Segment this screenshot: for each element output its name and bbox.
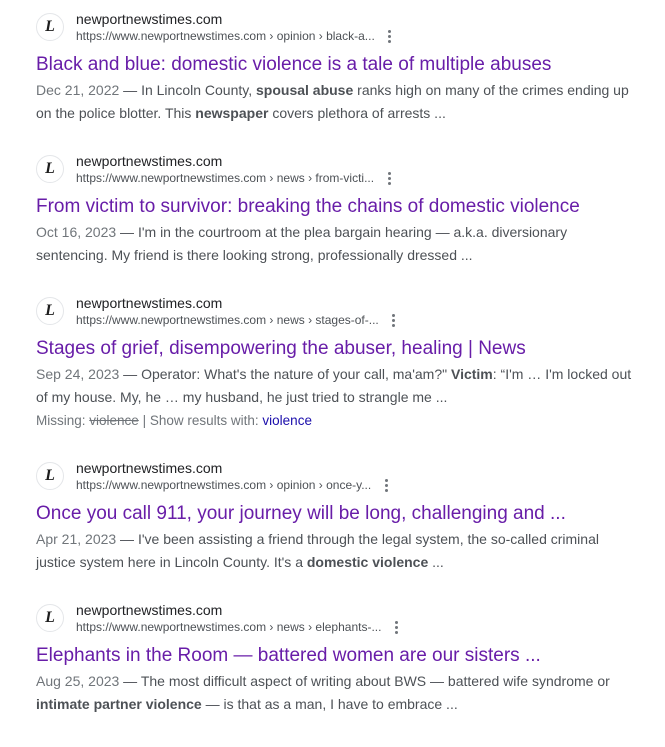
result-site-name: newportnewstimes.com xyxy=(76,153,223,169)
result-options-kebab-icon[interactable] xyxy=(382,171,396,185)
result-url-line xyxy=(76,28,397,44)
result-options-kebab-icon[interactable] xyxy=(389,620,403,634)
result-snippet-highlight: domestic violence xyxy=(306,554,429,570)
result-source-row xyxy=(36,152,635,186)
result-title-link[interactable]: Elephants in the Room — battered women are our sisters ... xyxy=(36,645,541,666)
search-result xyxy=(0,601,665,716)
result-snippet-highlight: spousal abuse xyxy=(256,82,354,98)
show-results-with-label: Show results with: xyxy=(149,413,259,428)
result-snippet-text: — I've been assisting a friend through the legal system, the so-called criminal justice system here in Lincoln County. It's a xyxy=(36,531,599,570)
missing-label: Missing: xyxy=(36,413,86,428)
result-url[interactable]: https://www.newportnewstimes.com › news › from-victi... xyxy=(76,171,375,185)
result-missing-terms xyxy=(36,410,635,432)
result-source-text xyxy=(76,459,393,493)
result-url[interactable]: https://www.newportnewstimes.com › opinion › black-a... xyxy=(76,29,375,43)
result-site-name: newportnewstimes.com xyxy=(76,11,223,27)
result-snippet-text: — Operator: What's the nature of your call, ma'am?" xyxy=(119,366,451,382)
search-result xyxy=(0,294,665,432)
result-snippet-highlight: Victim xyxy=(450,366,493,382)
search-result xyxy=(0,152,665,267)
result-url-line xyxy=(76,170,396,186)
result-snippet-text: — The most difficult aspect of writing about BWS — battered wife syndrome or xyxy=(119,673,610,689)
result-site-name: newportnewstimes.com xyxy=(76,295,223,311)
result-url-line xyxy=(76,312,401,328)
result-source-row xyxy=(36,601,635,635)
result-snippet-date: Sep 24, 2023 xyxy=(36,366,120,382)
newportnewstimes-favicon xyxy=(36,604,64,632)
search-result xyxy=(0,459,665,574)
result-source-row xyxy=(36,10,635,44)
result-snippet xyxy=(36,528,635,574)
result-snippet xyxy=(36,670,635,716)
result-snippet-text: — is that as a man, I have to embrace ... xyxy=(201,696,458,712)
result-source-text xyxy=(76,294,401,328)
result-snippet-date: Apr 21, 2023 xyxy=(36,531,117,547)
favicon-letter: L xyxy=(45,18,55,35)
result-snippet-text: : “I'm … I'm locked out of my house. My, he … my husband, he just tried to strangle me ... xyxy=(36,366,632,405)
result-title-link[interactable]: Once you call 911, your journey will be long, challenging and ... xyxy=(36,503,566,524)
result-url[interactable]: https://www.newportnewstimes.com › opinion › once-y... xyxy=(76,478,372,492)
favicon-letter: L xyxy=(45,160,55,177)
result-source-row xyxy=(36,294,635,328)
newportnewstimes-favicon xyxy=(36,297,64,325)
result-source-row xyxy=(36,459,635,493)
result-source-text xyxy=(76,152,396,186)
result-source-text xyxy=(76,601,403,635)
favicon-letter: L xyxy=(45,609,55,626)
result-title-link[interactable]: Black and blue: domestic violence is a tale of multiple abuses xyxy=(36,54,552,75)
result-snippet-highlight: intimate partner violence xyxy=(36,696,202,712)
result-url-line xyxy=(76,477,393,493)
result-snippet-date: Aug 25, 2023 xyxy=(36,673,120,689)
result-snippet xyxy=(36,363,635,409)
result-snippet-highlight: newspaper xyxy=(195,105,269,121)
favicon-letter: L xyxy=(45,302,55,319)
missing-separator: | xyxy=(142,413,147,428)
show-results-with-link[interactable]: violence xyxy=(262,413,312,428)
result-url-line xyxy=(76,619,403,635)
favicon-letter: L xyxy=(45,467,55,484)
result-snippet xyxy=(36,221,635,267)
result-url[interactable]: https://www.newportnewstimes.com › news › elephants-... xyxy=(76,620,382,634)
result-source-text xyxy=(76,10,397,44)
result-snippet-text: ranks high on many of the crimes ending up on the police blotter. This xyxy=(36,82,629,121)
result-site-name: newportnewstimes.com xyxy=(76,602,223,618)
newportnewstimes-favicon xyxy=(36,155,64,183)
result-url[interactable]: https://www.newportnewstimes.com › news › stages-of-... xyxy=(76,313,379,327)
result-snippet-text: covers plethora of arrests ... xyxy=(268,105,446,121)
search-result xyxy=(0,10,665,125)
result-snippet-date: Oct 16, 2023 xyxy=(36,224,117,240)
result-snippet-text: — I'm in the courtroom at the plea bargain hearing — a.k.a. diversionary sentencing. My friend is there looking strong, professionally dressed ... xyxy=(36,224,568,263)
result-snippet-text: ... xyxy=(428,554,444,570)
result-snippet xyxy=(36,79,635,125)
result-title-link[interactable]: Stages of grief, disempowering the abuser, healing | News xyxy=(36,338,526,359)
result-snippet-text: — In Lincoln County, xyxy=(119,82,256,98)
result-options-kebab-icon[interactable] xyxy=(383,29,397,43)
result-options-kebab-icon[interactable] xyxy=(379,478,393,492)
result-snippet-date: Dec 21, 2022 xyxy=(36,82,120,98)
result-site-name: newportnewstimes.com xyxy=(76,460,223,476)
result-title-link[interactable]: From victim to survivor: breaking the chains of domestic violence xyxy=(36,196,580,217)
missing-term: violence xyxy=(89,413,139,428)
newportnewstimes-favicon xyxy=(36,13,64,41)
newportnewstimes-favicon xyxy=(36,462,64,490)
result-options-kebab-icon[interactable] xyxy=(387,313,401,327)
